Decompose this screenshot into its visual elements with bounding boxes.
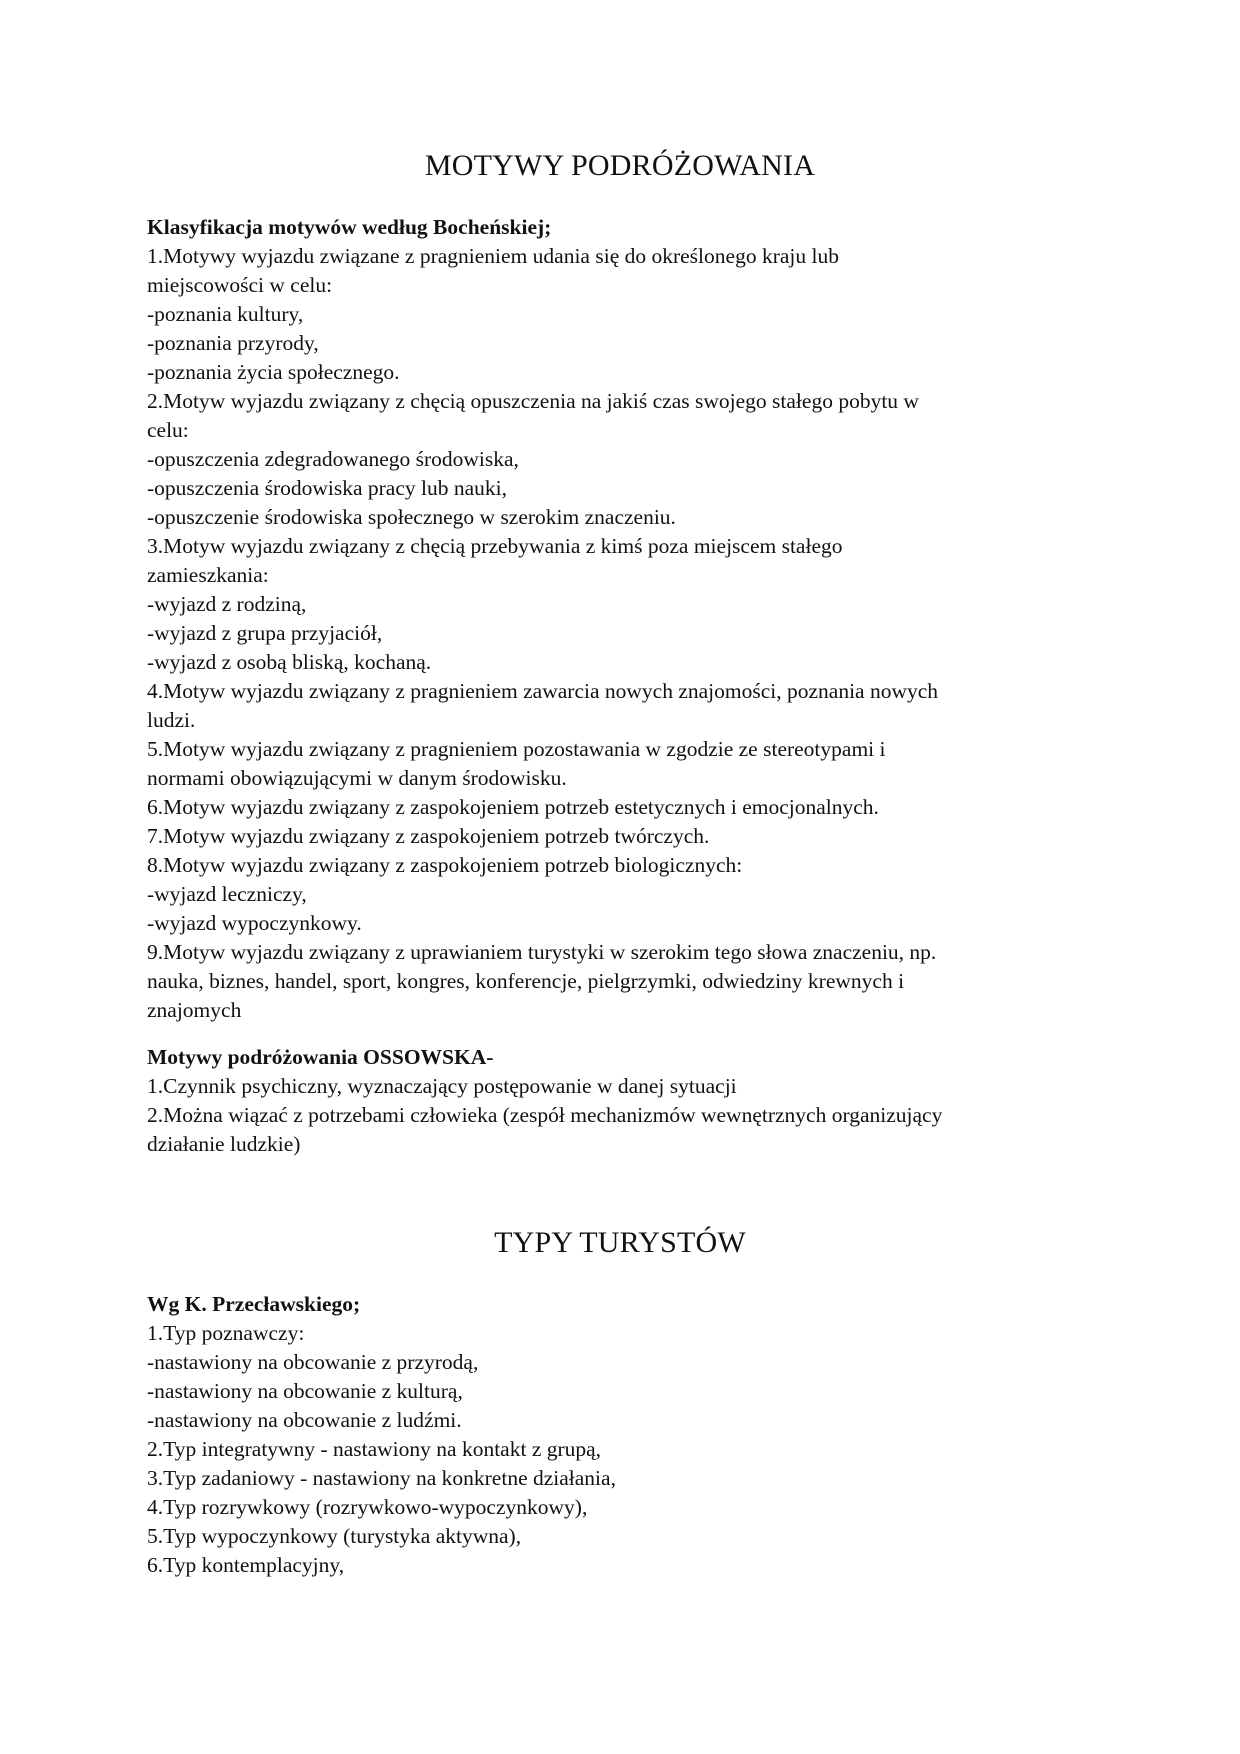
text-line: miejscowości w celu: <box>147 273 333 297</box>
text-line: -nastawiony na obcowanie z kulturą, <box>147 1379 463 1403</box>
section-heading: Wg K. Przecławskiego; <box>147 1292 361 1316</box>
text-line: 3.Typ zadaniowy - nastawiony na konkretne działania, <box>147 1466 616 1490</box>
text-line: -opuszczenia zdegradowanego środowiska, <box>147 447 519 471</box>
text-line: -wyjazd leczniczy, <box>147 882 307 906</box>
text-line: 6.Motyw wyjazdu związany z zaspokojeniem potrzeb estetycznych i emocjonalnych. <box>147 795 879 819</box>
section-title: TYPY TURYSTÓW <box>494 1226 746 1259</box>
text-line: -poznania przyrody, <box>147 331 319 355</box>
text-line: 2.Motyw wyjazdu związany z chęcią opuszczenia na jakiś czas swojego stałego pobytu w <box>147 389 919 413</box>
text-line: -wyjazd z grupa przyjaciół, <box>147 621 383 645</box>
text-line: 3.Motyw wyjazdu związany z chęcią przebywania z kimś poza miejscem stałego <box>147 534 843 558</box>
text-line: 5.Typ wypoczynkowy (turystyka aktywna), <box>147 1524 522 1548</box>
text-line: 7.Motyw wyjazdu związany z zaspokojeniem potrzeb twórczych. <box>147 824 710 848</box>
text-line: znajomych <box>147 998 242 1022</box>
text-line: -wyjazd z osobą bliską, kochaną. <box>147 650 432 674</box>
section-przeclawski <box>147 1290 1087 1580</box>
text-line: -nastawiony na obcowanie z ludźmi. <box>147 1408 462 1432</box>
text-line: 2.Można wiązać z potrzebami człowieka (zespół mechanizmów wewnętrznych organizujący <box>147 1103 943 1127</box>
text-line: 5.Motyw wyjazdu związany z pragnieniem pozostawania w zgodzie ze stereotypami i <box>147 737 886 761</box>
text-line: 4.Motyw wyjazdu związany z pragnieniem zawarcia nowych znajomości, poznania nowych <box>147 679 939 703</box>
text-line: -poznania życia społecznego. <box>147 360 400 384</box>
text-line: 2.Typ integratywny - nastawiony na kontakt z grupą, <box>147 1437 602 1461</box>
text-line: działanie ludzkie) <box>147 1132 301 1156</box>
text-line: -nastawiony na obcowanie z przyrodą, <box>147 1350 479 1374</box>
text-line: 8.Motyw wyjazdu związany z zaspokojeniem potrzeb biologicznych: <box>147 853 743 877</box>
text-line: zamieszkania: <box>147 563 269 587</box>
text-line: 9.Motyw wyjazdu związany z uprawianiem turystyki w szerokim tego słowa znaczeniu, np. <box>147 940 937 964</box>
text-line: -wyjazd z rodziną, <box>147 592 307 616</box>
text-line: -wyjazd wypoczynkowy. <box>147 911 362 935</box>
section-heading: Klasyfikacja motywów według Bocheńskiej; <box>147 215 552 239</box>
text-line: nauka, biznes, handel, sport, kongres, konferencje, pielgrzymki, odwiedziny krewnych i <box>147 969 905 993</box>
text-line: -poznania kultury, <box>147 302 304 326</box>
text-line: celu: <box>147 418 189 442</box>
section-heading: Motywy podróżowania OSSOWSKA- <box>147 1045 494 1069</box>
text-line: ludzi. <box>147 708 196 732</box>
text-line: normami obowiązującymi w danym środowisku. <box>147 766 567 790</box>
text-line: 1.Motywy wyjazdu związane z pragnieniem udania się do określonego kraju lub <box>147 244 839 268</box>
section-ossowska <box>147 1043 1087 1159</box>
text-line: 4.Typ rozrywkowy (rozrywkowo-wypoczynkowy), <box>147 1495 588 1519</box>
text-line: -opuszczenia środowiska pracy lub nauki, <box>147 476 508 500</box>
section-bochenska <box>147 213 1087 1025</box>
text-line: 1.Czynnik psychiczny, wyznaczający postępowanie w danej sytuacji <box>147 1074 737 1098</box>
text-line: 6.Typ kontemplacyjny, <box>147 1553 345 1577</box>
text-line: -opuszczenie środowiska społecznego w szerokim znaczeniu. <box>147 505 676 529</box>
page-title: MOTYWY PODRÓŻOWANIA <box>424 149 816 182</box>
text-line: 1.Typ poznawczy: <box>147 1321 305 1345</box>
